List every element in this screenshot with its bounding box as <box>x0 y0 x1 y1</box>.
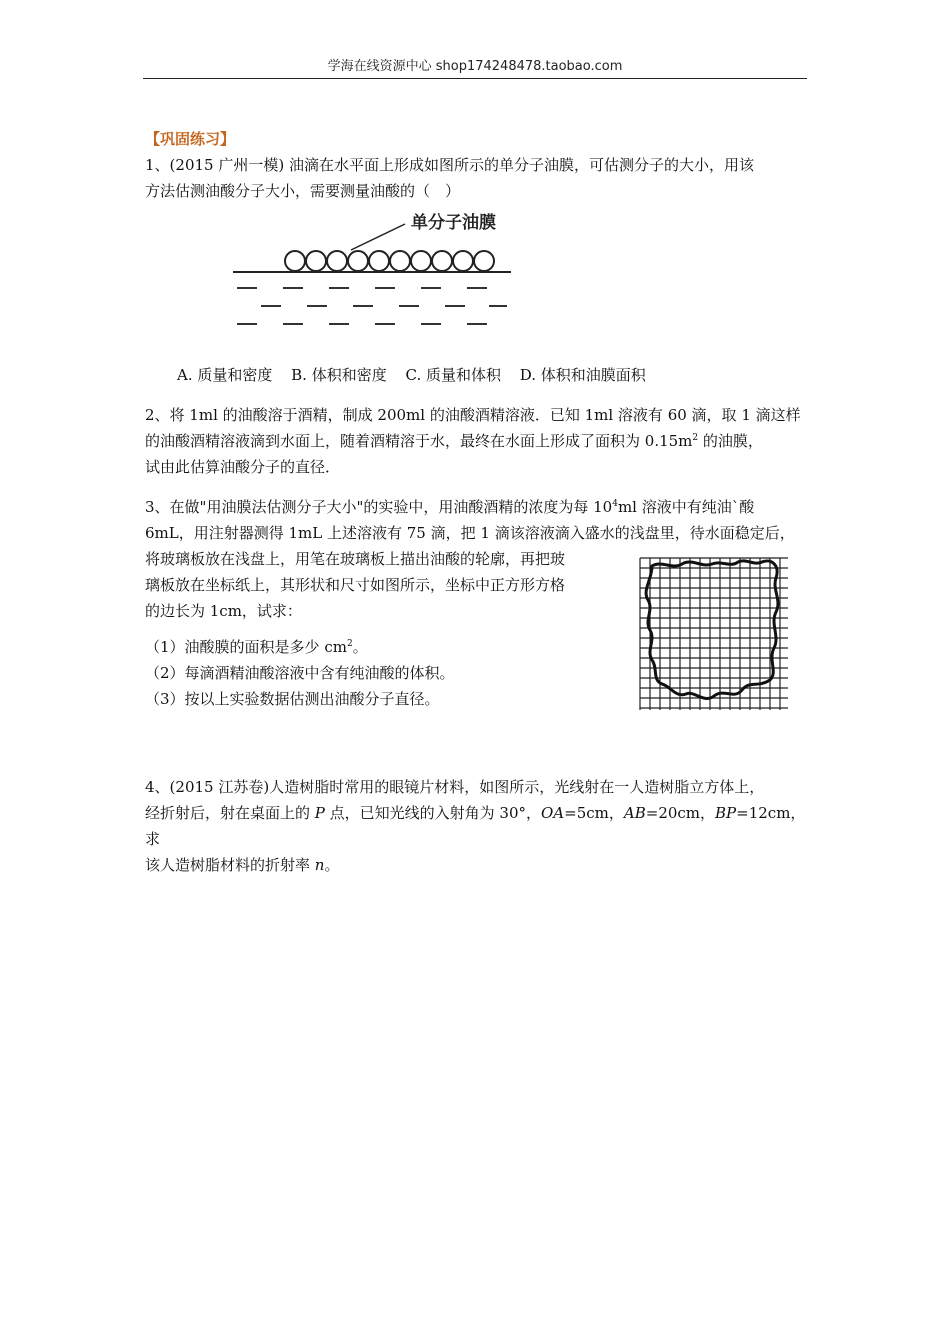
q2-line2: 的油酸酒精溶液滴到水面上，随着酒精溶于水，最终在水面上形成了面积为 $0.15m^2$ 的油膜， <box>145 432 763 450</box>
question-2 <box>145 402 810 480</box>
question-4 <box>145 774 810 878</box>
q4-line1: 4、(2015 江苏卷)人造树脂时常用的眼镜片材料，如图所示，光线射在一人造树脂立方体上， <box>145 778 765 796</box>
q1-option-a: A. 质量和密度 <box>177 366 273 384</box>
q3-line3: 将玻璃板放在浅盘上，用笔在玻璃板上描出油酸的轮廓，再把玻 <box>145 550 566 568</box>
label-pointer-line <box>351 224 405 250</box>
q1-option-d: D. 体积和油膜面积 <box>519 366 646 384</box>
q1-option-c: C. 质量和体积 <box>405 366 501 384</box>
page-header <box>143 55 807 79</box>
oil-molecule-circles <box>285 251 494 271</box>
q3-line1: 3、在做"用油膜法估测分子大小"的实验中，用油酸酒精的浓度为每 $10^4ml$ 溶液中有纯油`酸 <box>145 498 755 516</box>
question-3 <box>145 494 810 712</box>
header-text: 学海在线资源中心 shop174248478.taobao.com <box>327 59 623 74</box>
q3-line5: 的边长为 1cm，试求： <box>145 602 302 620</box>
q3-sub3: （3）按以上实验数据估测出油酸分子直径。 <box>145 690 440 708</box>
q3-line4: 璃板放在坐标纸上，其形状和尺寸如图所示，坐标中正方形方格 <box>145 576 566 594</box>
q1-options <box>177 362 810 388</box>
monolayer-oil-film-figure <box>233 208 513 338</box>
q3-sub1: （1）油酸膜的面积是多少 $cm^2$。 <box>145 638 368 656</box>
q1-line1: 1、(2015 广州一模) 油滴在水平面上形成如图所示的单分子油膜，可估测分子的大小，用该 <box>145 156 754 174</box>
q3-line2: 6mL，用注射器测得 1mL 上述溶液有 75 滴，把 1 滴该溶液滴入盛水的浅盘里，待水面稳定后， <box>145 524 795 542</box>
coordinate-grid <box>640 558 788 710</box>
document-body <box>145 126 810 878</box>
q4-line2: 经折射后，射在桌面上的 P 点，已知光线的入射角为 30°，OA=5cm，AB=20cm，BP=12cm，求 <box>145 804 806 848</box>
question-1 <box>145 152 810 388</box>
section-title: 【巩固练习】 <box>145 130 236 148</box>
water-dashes <box>237 288 507 324</box>
q2-line3: 试由此估算油酸分子的直径． <box>145 458 341 476</box>
q4-line3: 该人造树脂材料的折射率 n。 <box>145 856 340 874</box>
q1-option-b: B. 体积和密度 <box>291 366 387 384</box>
q2-line1: 2、将 1ml 的油酸溶于酒精，制成 200ml 的油酸酒精溶液．已知 1ml 溶液有 60 滴，取 1 滴这样 <box>145 406 801 424</box>
q3-sub2: （2）每滴酒精油酸溶液中含有纯油酸的体积。 <box>145 664 455 682</box>
q1-line2: 方法估测油酸分子大小，需要测量油酸的（ ） <box>145 182 461 200</box>
oil-film-grid-figure <box>638 556 790 712</box>
figure-label-monolayer: 单分子油膜 <box>411 213 496 233</box>
